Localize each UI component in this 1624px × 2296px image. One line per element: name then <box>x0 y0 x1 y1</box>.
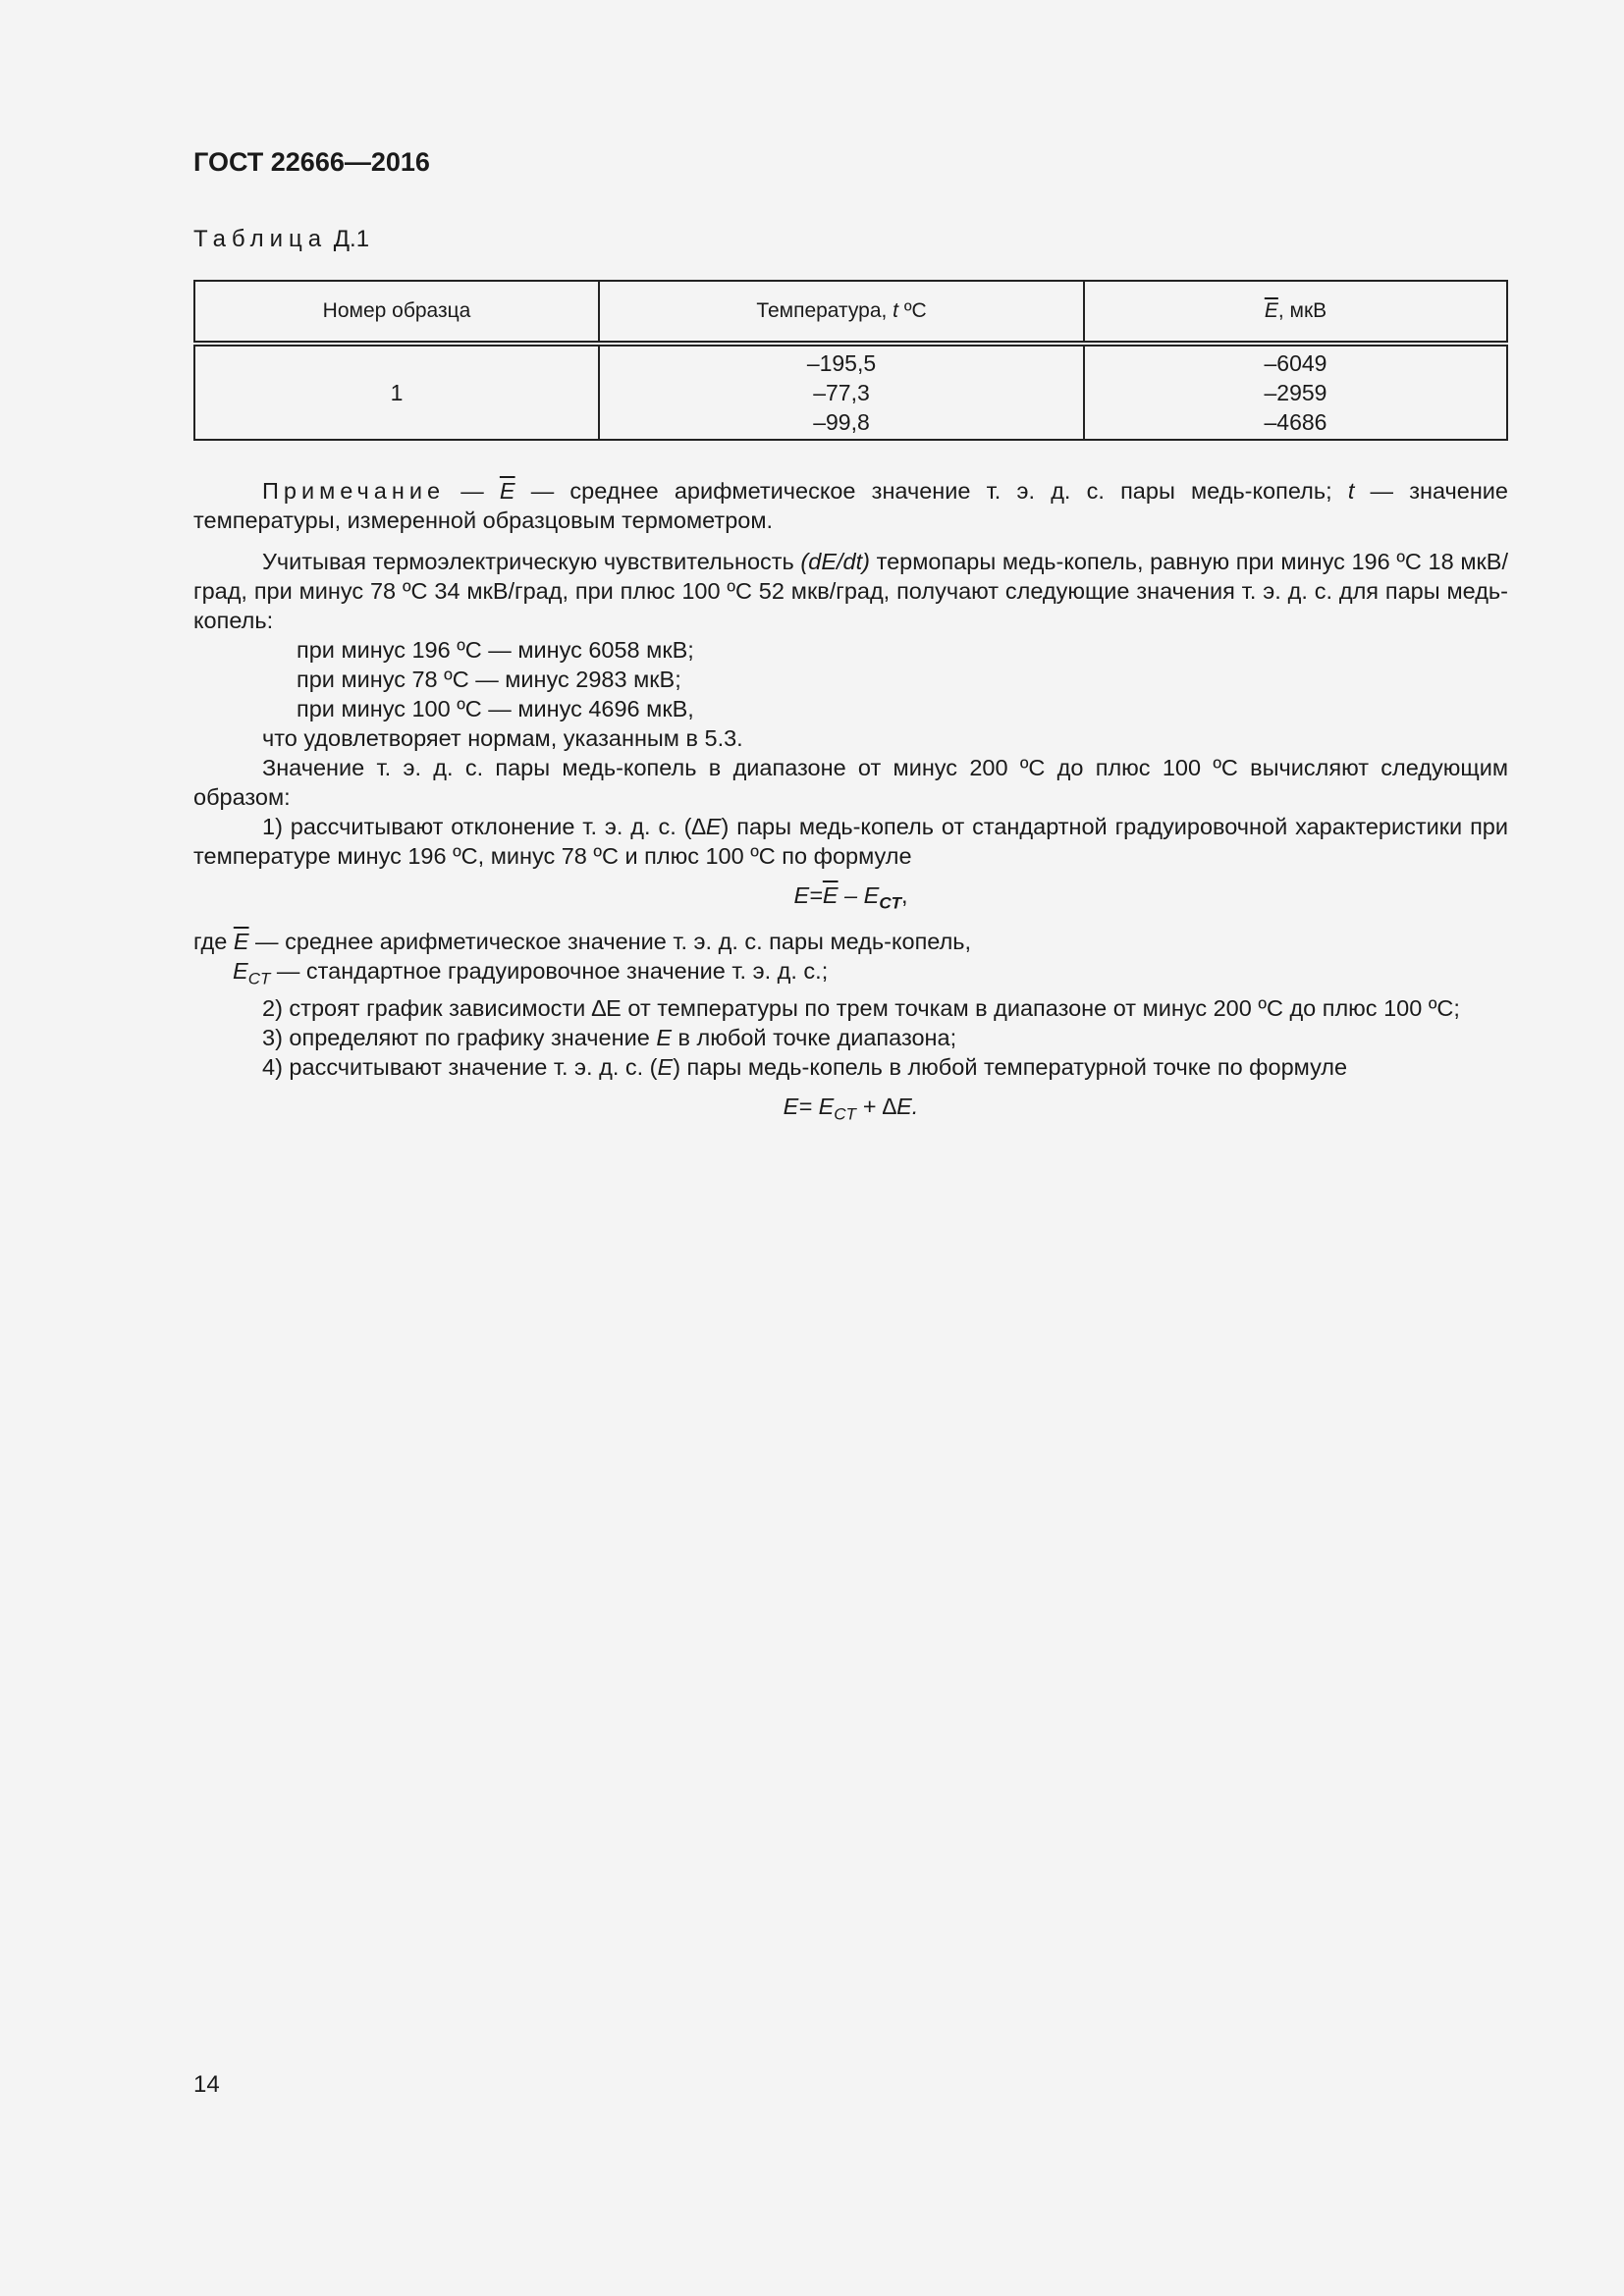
temp-value: –99,8 <box>813 409 870 435</box>
paragraph-compliance: что удовлетворяет нормам, указанным в 5.3. <box>262 725 743 751</box>
cell-temperatures <box>599 344 1084 440</box>
step3-text-a: 3) определяют по графику значение <box>262 1025 657 1051</box>
ect-e: E <box>233 957 248 984</box>
formula-deviation <box>193 881 1508 919</box>
formula2-b: + ∆E. <box>855 1094 919 1120</box>
formula1-sub: CT <box>879 893 902 913</box>
header-emf <box>1084 281 1507 344</box>
paragraph-method: Значение т. э. д. с. пары медь-копель в диапазоне от минус 200 ºС до плюс 100 ºС вычисляют следующим образом: <box>193 755 1508 810</box>
step3-e: E <box>656 1025 673 1051</box>
where-ebar: $\overline{E}$ <box>233 928 249 954</box>
header-emf-var: $\overline{E}$ <box>1264 299 1278 322</box>
p1-derivative: (dE/dt) <box>800 549 870 574</box>
where-prefix: где <box>193 928 234 954</box>
ect-sub: CT <box>247 969 271 988</box>
list-item: при минус 196 ºС — минус 6058 мкВ; <box>297 637 694 663</box>
formula1-end: , <box>901 882 908 908</box>
step1-text-b: ) пары медь-копель от стандартной градуировочной характеристики при температуре минус 196 ºС, минус 78 ºС и плюс 100 ºС по формуле <box>193 814 1508 869</box>
temp-value: –77,3 <box>813 380 870 405</box>
paragraph-sensitivity <box>193 547 1508 635</box>
ect-text: — стандартное градуировочное значение т. э. д. с.; <box>270 957 829 984</box>
formula1-minus: – E <box>838 882 880 908</box>
step4-e: E <box>657 1054 674 1081</box>
formula2-a: E= E <box>783 1094 835 1120</box>
note-label: Примечание <box>262 478 446 504</box>
page-number: 14 <box>193 2071 220 2098</box>
table-caption-number: Д.1 <box>333 226 370 252</box>
table-caption <box>193 226 369 253</box>
note-text-1: — среднее арифметическое значение т. э. д. с. пары медь-копель; <box>514 478 1348 504</box>
note-var: $\overline{E}$ <box>499 478 515 504</box>
emf-value: –6049 <box>1264 350 1327 376</box>
step3-text-b: в любой точке диапазона; <box>672 1025 957 1051</box>
cell-emf <box>1084 344 1507 440</box>
step4-text-b: ) пары медь-копель в любой температурной точке по формуле <box>673 1054 1348 1081</box>
header-temperature <box>599 281 1084 344</box>
data-table <box>193 280 1508 441</box>
formula-emf <box>193 1092 1508 1130</box>
document-header: ГОСТ 22666—2016 <box>193 147 430 177</box>
header-temperature-label: Температура, <box>756 299 893 322</box>
p1-text-a: Учитывая термоэлектрическую чувствительность <box>262 549 801 574</box>
table-row <box>194 344 1507 440</box>
formula2-sub: CT <box>834 1105 856 1125</box>
header-emf-unit: , мкВ <box>1277 299 1327 322</box>
header-temperature-var: t <box>893 299 899 322</box>
table-header-row <box>194 281 1507 344</box>
where-text: — среднее арифметическое значение т. э. д. с. пары медь-копель, <box>248 928 972 954</box>
note-dash: — <box>445 478 500 504</box>
step-3 <box>193 1023 1508 1052</box>
note-text-2: — значение температуры, измеренной образцовым термометром. <box>193 478 1508 533</box>
step-4 <box>193 1052 1508 1082</box>
list-item: при минус 100 ºС — минус 4696 мкВ, <box>297 696 694 721</box>
temp-value: –195,5 <box>806 350 877 376</box>
step4-text-a: 4) рассчитывают значение т. э. д. с. ( <box>262 1054 658 1081</box>
step1-delta: ∆E <box>691 814 722 839</box>
formula1-ebar: $\overline{E}$ <box>822 882 839 908</box>
p1-text-b: термопары медь-копель, равную при минус 196 ºС 18 мкВ/град, при минус 78 ºС 34 мкВ/град, при плюс 100 ºС 52 мкв/град, получают следующие значения т. э. д. с. для пары медь-копель: <box>193 549 1508 633</box>
formula1-left: E= <box>793 882 823 908</box>
emf-value: –4686 <box>1264 409 1327 435</box>
cell-sample: 1 <box>194 344 599 440</box>
step-2: 2) строят график зависимости ∆E от температуры по трем точкам в диапазоне от минус 200 ºС до плюс 100 ºС; <box>262 995 1460 1022</box>
body-text <box>193 476 1508 1138</box>
ect-definition <box>193 956 1508 994</box>
emf-value: –2959 <box>1264 380 1327 405</box>
header-sample-number: Номер образца <box>194 281 599 344</box>
table-caption-prefix: Таблица <box>193 226 328 252</box>
note-t: t <box>1347 478 1355 504</box>
where-line <box>193 927 1508 956</box>
step1-text-a: 1) рассчитывают отклонение т. э. д. с. ( <box>262 814 692 839</box>
step-1 <box>193 812 1508 871</box>
header-temperature-unit: ºС <box>898 299 927 322</box>
list-item: при минус 78 ºС — минус 2983 мкВ; <box>297 667 681 692</box>
note-paragraph <box>193 476 1508 535</box>
